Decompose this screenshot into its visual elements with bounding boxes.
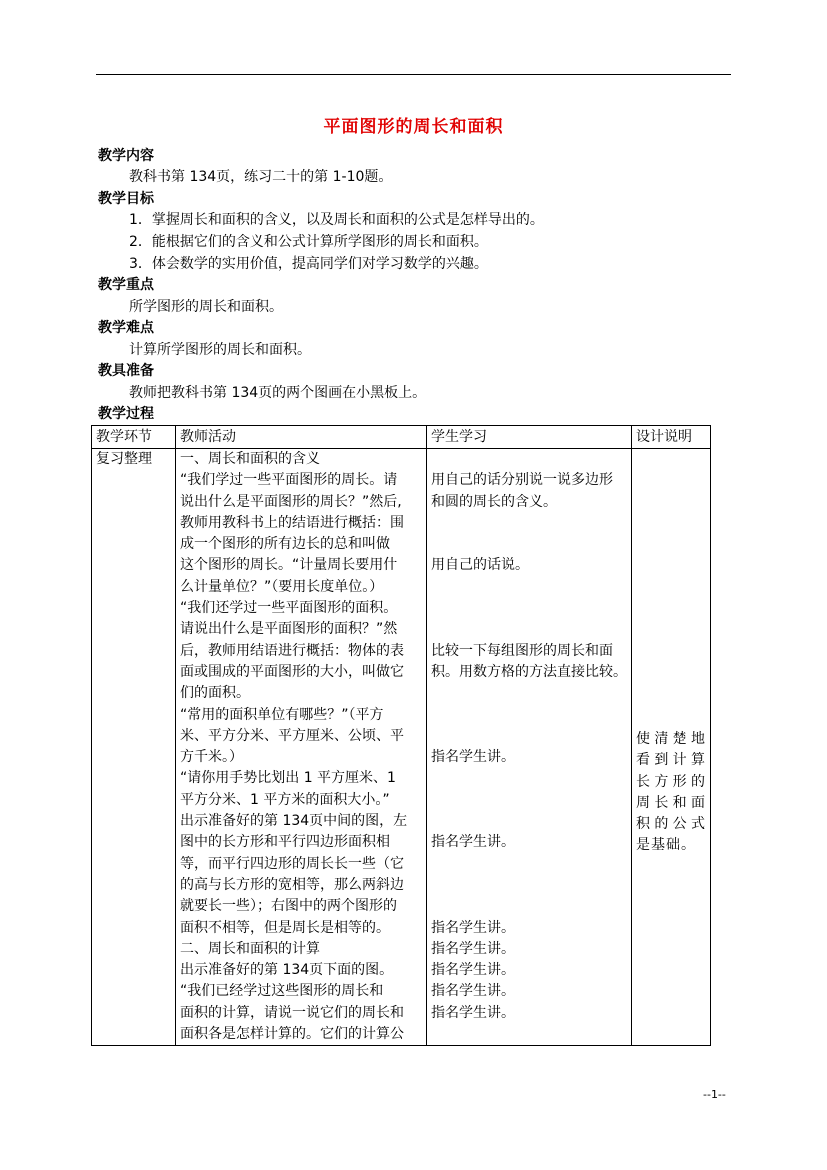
teacher-line: 么计量单位？”（要用长度单位。） — [180, 578, 384, 595]
teacher-line: “请你用手势比划出 1 平方厘米、1 — [180, 770, 396, 787]
student-line: 指名学生讲。 — [431, 940, 515, 957]
heading-focus: 教学重点 — [98, 277, 154, 293]
student-line: 指名学生讲。 — [431, 919, 515, 936]
teacher-line: 说出什么是平面图形的周长？”然后, — [180, 493, 402, 510]
student-line — [431, 683, 627, 704]
student-line: 指名学生讲。 — [431, 834, 515, 851]
teacher-line: “常用的面积单位有哪些？”（平方 — [180, 706, 384, 723]
column-header: 设计说明 — [632, 426, 711, 449]
teacher-line: 一、周长和面积的含义 — [180, 451, 320, 467]
teacher-line: 后，教师用结语进行概括：物体的表 — [180, 642, 404, 659]
teacher-line: 出示准备好的第 134页中间的图，左 — [180, 813, 408, 830]
student-line: 用自己的话说。 — [431, 557, 529, 574]
page-number: --1-- — [703, 1088, 726, 1101]
teacher-line: “我们学过一些平面图形的周长。请 — [180, 472, 398, 489]
student-line — [431, 534, 627, 555]
process-table — [91, 425, 711, 1046]
student-line: 指名学生讲。 — [431, 749, 515, 766]
table-row — [92, 449, 711, 1046]
teacher-line: “我们已经学过这些图形的周长和 — [180, 983, 384, 1000]
teacher-line: 们的面积。 — [180, 685, 250, 702]
teacher-line: 的高与长方形的宽相等，那么两斜边 — [180, 876, 404, 893]
teacher-line: 米、平方分米、平方厘米、公顷、平 — [180, 727, 404, 744]
teacher-line: 成一个图形的所有边长的总和叫做 — [180, 536, 390, 553]
heading-goals: 教学目标 — [98, 191, 154, 207]
teacher-line: 出示准备好的第 134页下面的图。 — [180, 962, 394, 979]
teacher-line: 教师用教科书上的结语进行概括：围 — [180, 514, 404, 531]
stage-label: 复习整理 — [96, 451, 152, 467]
student-line: 比较一下每组图形的周长和面 — [431, 642, 613, 659]
student-line: 和圆的周长的含义。 — [431, 493, 557, 510]
teacher-line: 请说出什么是平面图形的面积？”然 — [180, 621, 398, 638]
design-note-cell — [632, 449, 711, 1046]
heading-content: 教学内容 — [98, 148, 154, 164]
student-line — [431, 790, 627, 811]
teacher-line: 方千米。） — [180, 749, 243, 766]
teacher-line: 面积的计算，请说一说它们的周长和 — [180, 1004, 404, 1021]
difficulty-text: 计算所学图形的周长和面积。 — [129, 342, 311, 358]
design-note: 使清楚地看到计算长方形的周长和面积的公式是基础。 — [636, 731, 706, 854]
focus-text: 所学图形的周长和面积。 — [129, 299, 283, 315]
student-line: 指名学生讲。 — [431, 962, 515, 979]
heading-process: 教学过程 — [98, 406, 154, 422]
goal-item: 1．掌握周长和面积的含义，以及周长和面积的公式是怎样导出的。 — [129, 212, 544, 228]
teacher-line: “我们还学过一些平面图形的面积。 — [180, 600, 398, 617]
student-line — [431, 705, 627, 726]
student-line — [431, 896, 627, 917]
tools-text: 教师把教科书第 134页的两个图画在小黑板上。 — [129, 385, 427, 401]
student-line: 积。用数方格的方法直接比较。 — [431, 663, 627, 680]
column-header: 教师活动 — [176, 426, 427, 449]
student-line — [431, 811, 627, 832]
student-line: 用自己的话分别说一说多边形 — [431, 472, 613, 489]
teacher-line: 图中的长方形和平行四边形面积相 — [180, 834, 390, 851]
teacher-line: 面积不相等，但是周长是相等的。 — [180, 919, 390, 936]
student-line — [431, 854, 627, 875]
teacher-line: 面积各是怎样计算的。它们的计算公 — [180, 1026, 404, 1043]
goal-item: 2．能根据它们的含义和公式计算所学图形的周长和面积。 — [129, 234, 488, 250]
teacher-line: 二、周长和面积的计算 — [180, 940, 320, 957]
heading-tools: 教具准备 — [98, 363, 154, 379]
stage-cell — [92, 449, 176, 1046]
teacher-line: 这个图形的周长。“计量周长要用什 — [180, 557, 398, 574]
student-line: 指名学生讲。 — [431, 983, 515, 1000]
content-text: 教科书第 134页，练习二十的第 1-10题。 — [129, 169, 393, 185]
goal-item: 3．体会数学的实用价值，提高同学们对学习数学的兴趣。 — [129, 256, 488, 272]
student-line — [431, 619, 627, 640]
page-title: 平面图形的周长和面积 — [323, 117, 504, 137]
student-line — [431, 598, 627, 619]
table-header-row — [92, 426, 711, 449]
student-learning-cell — [427, 449, 632, 1046]
teacher-line: 就要长一些）；右图中的两个图形的 — [180, 898, 397, 915]
student-line — [431, 1024, 627, 1045]
teacher-line: 面或围成的平面图形的大小，叫做它 — [180, 663, 404, 680]
student-line — [431, 726, 627, 747]
student-line — [431, 513, 627, 534]
header-rule — [96, 74, 731, 75]
student-line: 指名学生讲。 — [431, 1004, 515, 1021]
student-line — [431, 577, 627, 598]
student-line — [431, 875, 627, 896]
column-header: 教学环节 — [92, 426, 176, 449]
teacher-activity-cell — [176, 449, 427, 1046]
student-line — [431, 449, 627, 470]
column-header: 学生学习 — [427, 426, 632, 449]
teacher-line: 平方分米、1 平方米的面积大小。” — [180, 791, 390, 808]
student-line — [431, 768, 627, 789]
heading-difficulty: 教学难点 — [98, 320, 154, 336]
teacher-line: 等，而平行四边形的周长长一些（它 — [180, 855, 404, 872]
